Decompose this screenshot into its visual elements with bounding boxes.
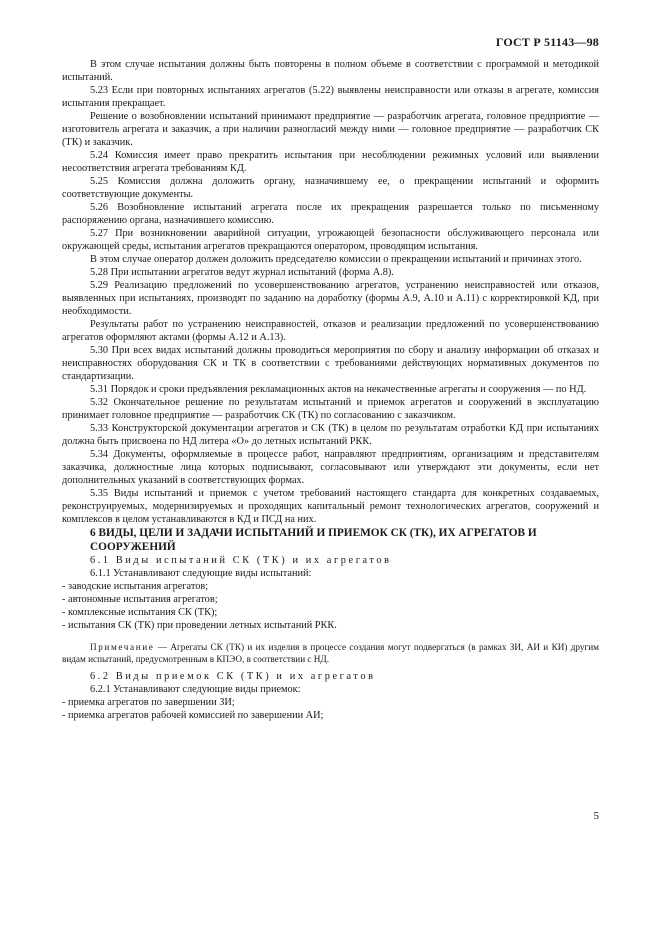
paragraph: 5.35 Виды испытаний и приемок с учетом требований настоящего стандарта для конкретных создаваемых, реконструируемых, модернизируемых и проходящих капитальный ремонт технологических агрегатов, сооружений и комплексов в целом устанавливаются в КД и ПСД на них. xyxy=(62,488,599,525)
list-item: - испытания СК (ТК) при проведении летных испытаний РКК. xyxy=(62,620,337,631)
paragraph: 5.31 Порядок и сроки предъявления рекламационных актов на некачественные агрегаты и сооружения — по НД. xyxy=(90,384,587,395)
paragraph: 5.24 Комиссия имеет право прекратить испытания при несоблюдении режимных условий или выявлении несоответствия агрегата требованиям КД. xyxy=(62,150,599,174)
paragraph: 6.1.1 Устанавливают следующие виды испытаний: xyxy=(90,568,312,579)
list-item: - заводские испытания агрегатов; xyxy=(62,581,209,592)
paragraph: Решение о возобновлении испытаний принимают предприятие — разработчик агрегата, головное предприятие — изготовитель агрегата и заказчик, а при наличии разногласий между ними — головное предприятие — разработчик СК (ТК) и заказчик. xyxy=(62,111,599,148)
standard-header: ГОСТ Р 51143—98 xyxy=(495,35,599,49)
list-item: - комплексные испытания СК (ТК); xyxy=(62,607,218,618)
paragraph: 5.34 Документы, оформляемые в процессе работ, направляют предприятиям, организациям и представителям заказчика, должностные лица которых подписывают, согласовывают или утверждают эти документы, если нет дополнительных указаний в соответствующих формах. xyxy=(62,449,599,486)
section-heading: 6 ВИДЫ, ЦЕЛИ И ЗАДАЧИ ИСПЫТАНИЙ И ПРИЕМОК СК (ТК), ИХ АГРЕГАТОВ И СООРУЖЕНИЙ xyxy=(90,527,537,553)
paragraph: 5.29 Реализацию предложений по усовершенствованию агрегатов, устранению неисправностей или отказов, выявленных при испытаниях, производят по заданию на доработку (формы А.9, А.10 и А.11) с корректировкой КД, при необходимости. xyxy=(62,280,599,317)
list-item: - приемка агрегатов по завершении ЗИ; xyxy=(62,697,235,708)
paragraph: 5.26 Возобновление испытаний агрегата после их прекращения разрешается только по письменному распоряжению органа, назначившего комиссию. xyxy=(62,202,599,226)
acceptance-list xyxy=(62,696,599,722)
paragraph: 5.32 Окончательное решение по результатам испытаний и приемок агрегатов и сооружений в эксплуатацию принимает головное предприятие — разработчик СК (ТК) по согласованию с заказчиком. xyxy=(62,397,599,421)
note-label: Примечание xyxy=(90,642,155,652)
subsection-title: 6.1 Виды испытаний СК (ТК) и их агрегатов xyxy=(90,555,392,566)
paragraph: 5.23 Если при повторных испытаниях агрегатов (5.22) выявлены неисправности или отказы в агрегате, комиссия испытания прекращает. xyxy=(62,85,599,109)
paragraph: 5.30 При всех видах испытаний должны проводиться мероприятия по сбору и анализу информации об отказах и неисправностях оборудования СК и ТК в соответствии с требованиями действующих нормативных документов по стандартизации. xyxy=(62,345,599,382)
paragraph: 5.33 Конструкторской документации агрегатов и СК (ТК) в целом по результатам отработки КД при испытаниях должна быть присвоена по НД литера «О» до летных испытаний РКК. xyxy=(62,423,599,447)
paragraph: Результаты работ по устранению неисправностей, отказов и реализации предложений по усовершенствованию агрегатов оформляют актами (формы А.12 и А.13). xyxy=(62,319,599,343)
note-text: — Агрегаты СК (ТК) и их изделия в процессе создания могут подвергаться (в рамках ЗИ, АИ и КИ) другим видам испытаний, предусмотренным в КПЭО, в соответствии с НД. xyxy=(62,642,599,664)
page-number: 5 xyxy=(593,810,599,822)
paragraph: 6.2.1 Устанавливают следующие виды приемок: xyxy=(90,684,301,695)
note xyxy=(62,641,599,665)
paragraph: 5.25 Комиссия должна доложить органу, назначившему ее, о прекращении испытаний и оформить соответствующие документы. xyxy=(62,176,599,200)
tests-list xyxy=(62,580,599,632)
list-item: - автономные испытания агрегатов; xyxy=(62,594,218,605)
paragraph: 5.27 При возникновении аварийной ситуации, угрожающей безопасности обслуживающего персонала или окружающей среды, испытания агрегатов прекращаются оператором, проводящим испытания. xyxy=(62,228,599,252)
subsection-title: 6.2 Виды приемок СК (ТК) и их агрегатов xyxy=(90,671,376,682)
paragraph: В этом случае испытания должны быть повторены в полном объеме в соответствии с программой и методикой испытаний. xyxy=(62,59,599,83)
page-content xyxy=(62,58,599,722)
paragraph: В этом случае оператор должен доложить председателю комиссии о прекращении испытаний и причинах этого. xyxy=(90,254,582,265)
paragraph: 5.28 При испытании агрегатов ведут журнал испытаний (форма А.8). xyxy=(90,267,394,278)
list-item: - приемка агрегатов рабочей комиссией по завершении АИ; xyxy=(62,710,324,721)
